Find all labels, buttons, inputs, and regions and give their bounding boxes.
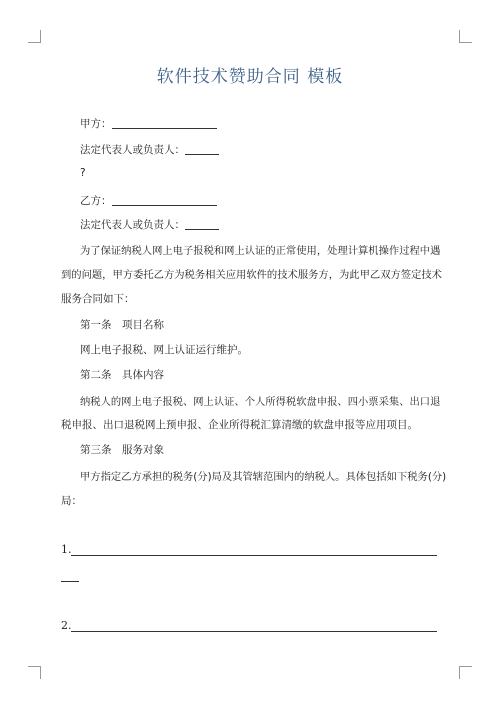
item-2-blank[interactable] xyxy=(71,631,437,632)
item-1-blank[interactable] xyxy=(71,555,437,556)
item-2-number: 2. xyxy=(61,619,72,632)
legal-rep-b-row xyxy=(80,217,219,232)
intro-line-2: 到的问题，甲方委托乙方为税务相关应用软件的技术服务方，为此甲乙双方签定技术 xyxy=(61,269,442,281)
intro-line-1: 为了保证纳税人网上电子报税和网上认证的正常使用，处理计算机操作过程中遇 xyxy=(80,245,441,257)
page-corner-mark-top-left xyxy=(28,30,41,43)
page-corner-mark-top-right xyxy=(459,30,472,43)
page-corner-mark-bottom-left xyxy=(28,666,41,679)
intro-line-3: 服务合同如下： xyxy=(61,293,135,305)
party-a-row xyxy=(80,116,217,131)
party-b-blank[interactable] xyxy=(112,193,217,206)
article-1-body: 网上电子报税、网上认证运行维护。 xyxy=(80,344,248,356)
legal-rep-b-blank[interactable] xyxy=(185,217,219,230)
article-2-line-2: 税申报、出口退税网上预申报、企业所得税汇算清缴的软盘申报等应用项目。 xyxy=(61,419,418,431)
article-1-title: 第一条 项目名称 xyxy=(80,319,164,331)
document-title: 软件技术赞助合同 模板 xyxy=(156,67,344,87)
question-mark: ? xyxy=(80,167,86,179)
item-1-blank-continuation[interactable] xyxy=(61,581,79,582)
page-corner-mark-bottom-right xyxy=(459,666,472,679)
legal-rep-a-row xyxy=(80,142,219,157)
legal-rep-a-blank[interactable] xyxy=(185,142,219,155)
article-3-line-1: 甲方指定乙方承担的税务(分)局及其管辖范围内的纳税人。具体包括如下税务(分) xyxy=(80,471,447,483)
article-2-line-1: 纳税人的网上电子报税、网上认证、个人所得税软盘申报、四小票采集、出口退 xyxy=(80,396,441,408)
party-b-label: 乙方： xyxy=(80,195,112,207)
item-1-number: 1. xyxy=(61,543,72,556)
article-3-title: 第三条 服务对象 xyxy=(80,444,164,456)
article-3-line-2: 局： xyxy=(61,495,82,507)
article-2-title: 第二条 具体内容 xyxy=(80,369,164,381)
party-b-row xyxy=(80,193,217,208)
legal-rep-b-label: 法定代表人或负责人： xyxy=(80,219,185,231)
party-a-blank[interactable] xyxy=(112,116,217,129)
party-a-label: 甲方： xyxy=(80,118,112,130)
legal-rep-a-label: 法定代表人或负责人： xyxy=(80,144,185,156)
